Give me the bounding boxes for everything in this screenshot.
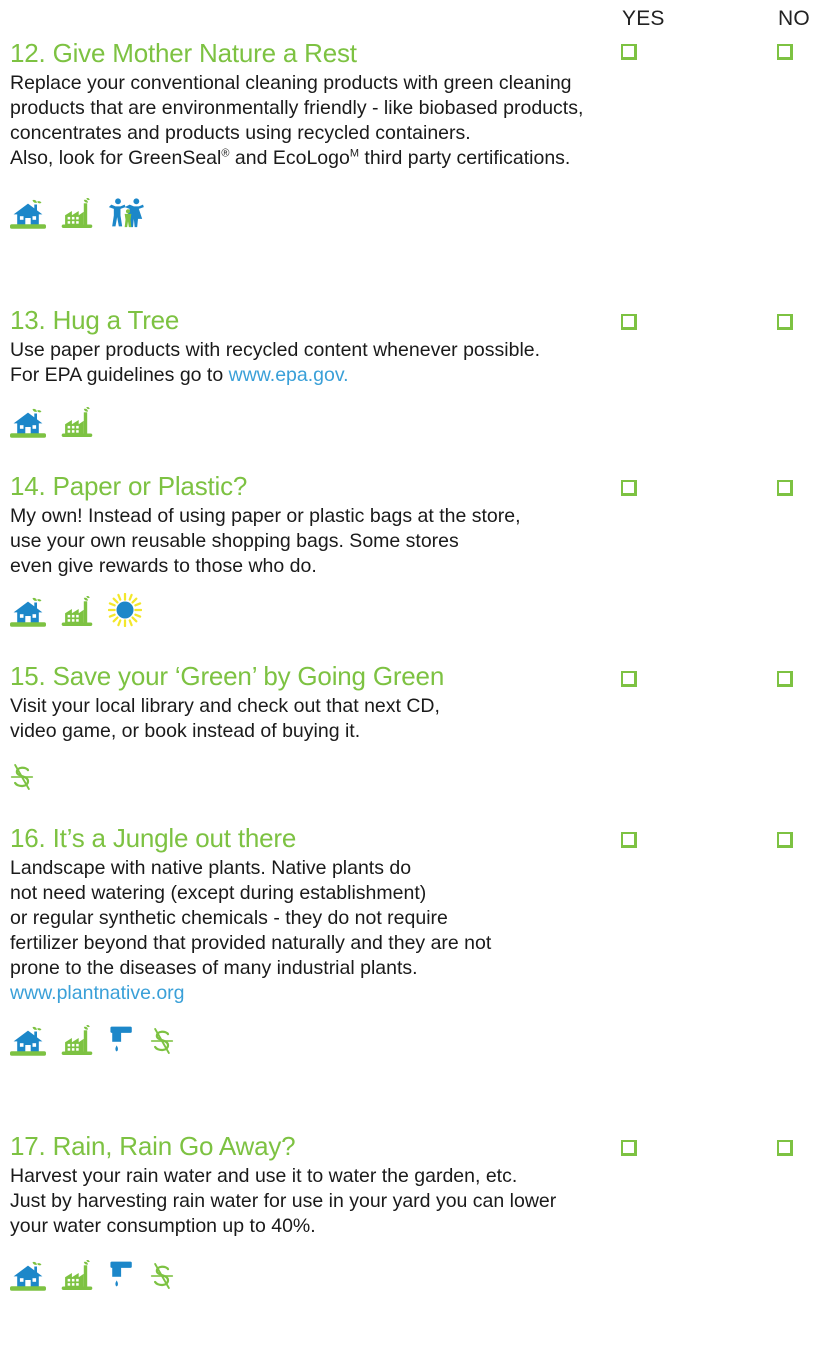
impact-icons — [10, 1257, 620, 1291]
checklist-item-14 — [10, 470, 620, 627]
impact-icons — [10, 195, 620, 229]
impact-icons — [10, 758, 620, 792]
house-icon — [10, 407, 46, 438]
faucet-icon — [108, 1259, 136, 1291]
item-description: Visit your local library and check out that next CD, video game, or book instead of buying it. — [10, 695, 440, 742]
yes-checkbox-17[interactable] — [621, 1140, 637, 1156]
no-checkbox-14[interactable] — [777, 480, 793, 496]
impact-icons — [10, 1022, 620, 1056]
people-icon — [108, 197, 148, 229]
checklist-item-12 — [10, 37, 620, 229]
registered-mark: ® — [221, 147, 230, 160]
item-title: 17. Rain, Rain Go Away? — [10, 1131, 296, 1161]
factory-icon — [60, 198, 94, 229]
house-icon — [10, 1025, 46, 1056]
factory-icon — [60, 596, 94, 627]
epa-link[interactable]: www.epa.gov. — [228, 364, 349, 386]
item-title: 15. Save your ‘Green’ by Going Green — [10, 661, 445, 691]
checklist-item-13 — [10, 304, 620, 438]
plantnative-link[interactable]: www.plantnative.org — [10, 982, 185, 1004]
no-checkbox-12[interactable] — [777, 44, 793, 60]
item-title: 13. Hug a Tree — [10, 305, 180, 335]
yes-column-header: YES — [622, 7, 665, 30]
checklist-item-16 — [10, 822, 620, 1056]
factory-icon — [60, 407, 94, 438]
checklist-item-15 — [10, 660, 620, 792]
item-title: 12. Give Mother Nature a Rest — [10, 38, 357, 68]
item-description: Use paper products with recycled content whenever possible. For EPA guidelines go to www.epa.gov. — [10, 339, 541, 386]
item-description: Replace your conventional cleaning products with green cleaning products that are environmentally friendly - like biobased products, concentrates and products using recycled containers. Also, look for GreenSeal® and EcoLogo$^M$ third party certifications. — [10, 72, 584, 169]
no-column-header: NO — [778, 7, 810, 30]
item-title: 16. It’s a Jungle out there — [10, 823, 297, 853]
item-description: My own! Instead of using paper or plastic bags at the store, use your own reusable shopping bags. Some stores even give rewards to those who do. — [10, 505, 521, 577]
item-description: Landscape with native plants. Native plants do not need watering (except during establishment) or regular synthetic chemicals - they do not require fertilizer beyond that provided naturally and they are not prone to the diseases of many industrial plants. — [10, 857, 492, 979]
factory-icon — [60, 1260, 94, 1291]
item-description: Harvest your rain water and use it to water the garden, etc. Just by harvesting rain water for use in your yard you can lower your water consumption up to 40%. — [10, 1165, 557, 1237]
house-icon — [10, 198, 46, 229]
no-checkbox-17[interactable] — [777, 1140, 793, 1156]
yes-checkbox-12[interactable] — [621, 44, 637, 60]
yes-checkbox-15[interactable] — [621, 671, 637, 687]
money-icon — [10, 762, 34, 792]
item-title: 14. Paper or Plastic? — [10, 471, 248, 501]
checklist-item-17 — [10, 1130, 620, 1291]
impact-icons — [10, 593, 620, 627]
sun-icon — [108, 593, 142, 627]
money-icon — [150, 1026, 174, 1056]
no-checkbox-16[interactable] — [777, 832, 793, 848]
yes-checkbox-16[interactable] — [621, 832, 637, 848]
no-checkbox-13[interactable] — [777, 314, 793, 330]
house-icon — [10, 1260, 46, 1291]
yes-checkbox-14[interactable] — [621, 480, 637, 496]
factory-icon — [60, 1025, 94, 1056]
money-icon — [150, 1261, 174, 1291]
faucet-icon — [108, 1024, 136, 1056]
yes-checkbox-13[interactable] — [621, 314, 637, 330]
impact-icons — [10, 404, 620, 438]
mark-superscript: M — [349, 147, 359, 160]
no-checkbox-15[interactable] — [777, 671, 793, 687]
house-icon — [10, 596, 46, 627]
